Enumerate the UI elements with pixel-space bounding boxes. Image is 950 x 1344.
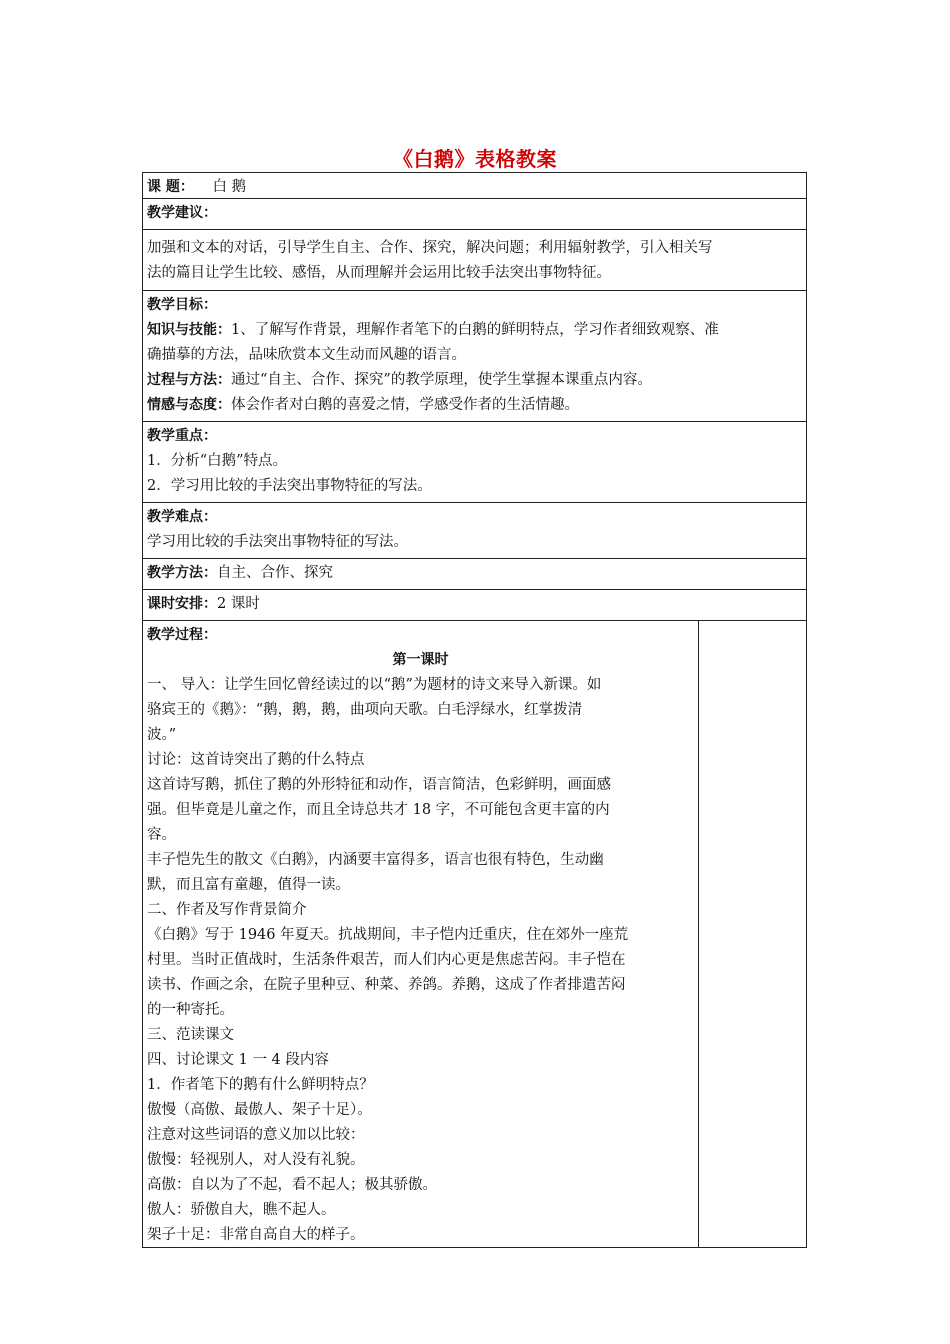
process-line: 默，而且富有童趣，值得一读。 [147, 877, 350, 893]
method-row [143, 559, 806, 590]
topic-value: 白 鹅 [212, 179, 247, 195]
key-point-item: 1．分析“白鹅”特点。 [147, 453, 288, 469]
process-line: 强。但毕竟是儿童之作，而且全诗总共才 18 字，不可能包含更丰富的内 [147, 802, 610, 818]
lesson-plan-table [142, 172, 807, 1248]
difficulty-row [143, 503, 806, 559]
process-line: 1．作者笔下的鹅有什么鲜明特点？ [147, 1077, 374, 1093]
suggestion-line: 法的篇目让学生比较、感悟，从而理解并会运用比较手法突出事物特征。 [147, 265, 611, 281]
topic-row [143, 173, 806, 199]
knowledge-label: 知识与技能： [147, 322, 231, 338]
key-points-row [143, 422, 806, 503]
emotion-text: 体会作者对白鹅的喜爱之情，学感受作者的生活情趣。 [231, 397, 579, 413]
process-line: 村里。当时正值战时，生活条件艰苦，而人们内心更是焦虑苦闷。丰子恺在 [147, 952, 626, 968]
process-line: 傲慢：轻视别人，对人没有礼貌。 [147, 1152, 365, 1168]
process-line: 注意对这些词语的意义加以比较： [147, 1127, 365, 1143]
method-text: 自主、合作、探究 [217, 565, 333, 581]
difficulty-label: 教学难点： [147, 509, 217, 525]
process-line: 丰子恺先生的散文《白鹅》，内涵要丰富得多，语言也很有特色，生动幽 [147, 852, 604, 868]
schedule-text: 2 课时 [217, 596, 260, 612]
process-line: 容。 [147, 827, 176, 843]
suggestion-label: 教学建议： [147, 205, 217, 221]
process-label: 教学过程： [147, 627, 217, 643]
goals-row [143, 291, 806, 422]
lesson-title: 第一课时 [392, 652, 449, 668]
topic-label: 课 题： [147, 179, 194, 195]
process-line: 二、作者及写作背景简介 [147, 902, 307, 918]
teaching-process-main [143, 621, 699, 1247]
key-points-label: 教学重点： [147, 428, 217, 444]
process-line: 讨论：这首诗突出了鹅的什么特点 [147, 752, 365, 768]
teaching-process-notes-column [699, 621, 806, 1247]
page-title: 《白鹅》表格教案 [393, 147, 557, 171]
suggestion-line: 加强和文本的对话，引导学生自主、合作、探究，解决问题；利用辐射教学，引入相关写 [147, 240, 713, 256]
process-line: 架子十足：非常自高自大的样子。 [147, 1227, 365, 1243]
goals-label: 教学目标： [147, 297, 217, 313]
process-line: 傲慢（高傲、最傲人、架子十足）。 [147, 1102, 372, 1118]
process-method-label: 过程与方法： [147, 372, 231, 388]
process-line: 《白鹅》写于 1946 年夏天。抗战期间，丰子恺内迁重庆，住在郊外一座荒 [147, 927, 629, 943]
process-line: 骆宾王的《鹅》：“鹅，鹅，鹅，曲项向天歌。白毛浮绿水，红掌拨清 [147, 702, 583, 718]
method-label: 教学方法： [147, 565, 217, 581]
process-line: 波。” [147, 727, 177, 743]
schedule-row [143, 590, 806, 621]
teaching-process-row [143, 621, 806, 1247]
knowledge-text: 1、了解写作背景，理解作者笔下的白鹅的鲜明特点，学习作者细致观察、准 [231, 322, 719, 338]
schedule-label: 课时安排： [147, 596, 217, 612]
process-line: 的一种寄托。 [147, 1002, 234, 1018]
emotion-label: 情感与态度： [147, 397, 231, 413]
process-line: 高傲：自以为了不起，看不起人；极其骄傲。 [147, 1177, 437, 1193]
process-line: 一、 导入：让学生回忆曾经读过的以“鹅”为题材的诗文来导入新课。如 [147, 677, 602, 693]
suggestion-text-row [143, 230, 806, 291]
process-line: 三、范读课文 [147, 1027, 234, 1043]
suggestion-row [143, 199, 806, 230]
process-method-text: 通过“自主、合作、探究”的教学原理，使学生掌握本课重点内容。 [231, 372, 652, 388]
key-point-item: 2．学习用比较的手法突出事物特征的写法。 [147, 478, 432, 494]
process-line: 傲人：骄傲自大，瞧不起人。 [147, 1202, 336, 1218]
knowledge-text-cont: 确描摹的方法，品味欣赏本文生动而风趣的语言。 [147, 347, 466, 363]
process-line: 读书、作画之余，在院子里种豆、种菜、养鸽。养鹅，这成了作者排遣苦闷 [147, 977, 626, 993]
difficulty-text: 学习用比较的手法突出事物特征的写法。 [147, 534, 408, 550]
process-line: 这首诗写鹅，抓住了鹅的外形特征和动作，语言简洁，色彩鲜明，画面感 [147, 777, 611, 793]
process-line: 四、讨论课文 1 一 4 段内容 [147, 1052, 329, 1068]
